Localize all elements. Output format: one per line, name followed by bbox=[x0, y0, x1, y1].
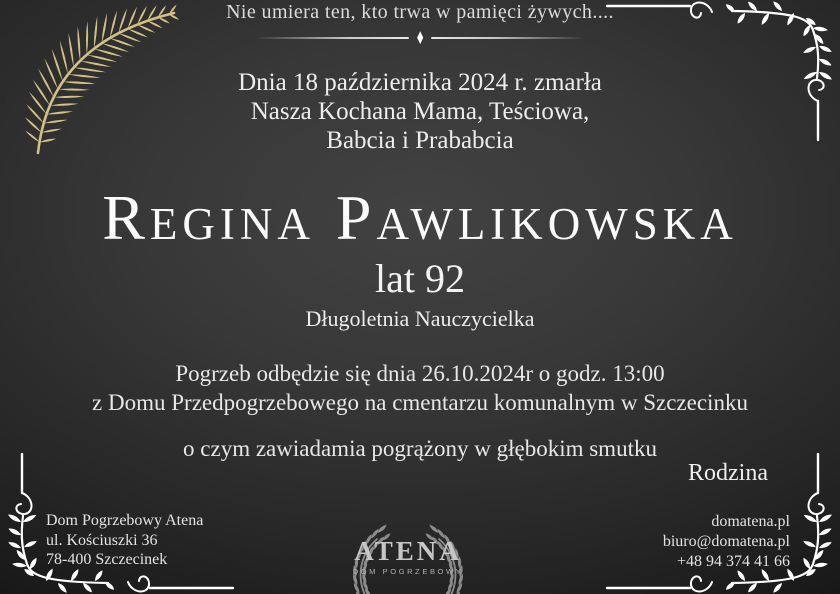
death-intro-line-3: Babcia i Prababcia bbox=[326, 127, 514, 154]
funeral-details bbox=[0, 359, 840, 417]
profession-text: Długoletnia Nauczycielka bbox=[305, 306, 535, 331]
funeral-home-address bbox=[46, 511, 203, 570]
logo-tagline: DOM POGRZEBOWY bbox=[352, 567, 464, 576]
family-signature: Rodzina bbox=[688, 460, 768, 486]
deceased-name: Regina Pawlikowska bbox=[102, 182, 738, 253]
divider-line-left bbox=[255, 37, 409, 39]
funeral-home-name: Dom Pogrzebowy Atena bbox=[46, 512, 204, 529]
death-intro-line-1: Dnia 18 października 2024 r. zmarła bbox=[238, 69, 602, 96]
funeral-details-line-1: Pogrzeb odbędzie się dnia 26.10.2024r o godz. 13:00 bbox=[175, 361, 665, 386]
email-text: biuro@domatena.pl bbox=[662, 533, 790, 550]
age-text: lat 92 bbox=[375, 256, 465, 301]
ornamental-divider bbox=[255, 29, 585, 47]
phone-text: +48 94 374 41 66 bbox=[676, 553, 790, 570]
divider-line-right bbox=[431, 37, 585, 39]
death-intro-line-2: Nasza Kochana Mama, Teściowa, bbox=[250, 98, 590, 125]
notice-text: o czym zawiadamia pogrążony w głębokim smutku bbox=[183, 436, 657, 461]
diamond-icon: ◆ bbox=[416, 28, 424, 47]
epitaph-quote: Nie umiera ten, kto trwa w pamięci żywych.... bbox=[226, 1, 614, 23]
logo-name: ATENA bbox=[354, 536, 462, 566]
funeral-home-street: ul. Kościuszki 36 bbox=[46, 531, 158, 549]
funeral-details-line-2: z Domu Przedpogrzebowego na cmentarzu komunalnym w Szczecinku bbox=[92, 390, 748, 415]
funeral-home-city: 78-400 Szczecinek bbox=[46, 551, 168, 568]
contact-info bbox=[663, 512, 790, 572]
website-text: domatena.pl bbox=[711, 513, 790, 530]
death-intro bbox=[0, 68, 840, 155]
funeral-home-logo bbox=[338, 519, 478, 594]
